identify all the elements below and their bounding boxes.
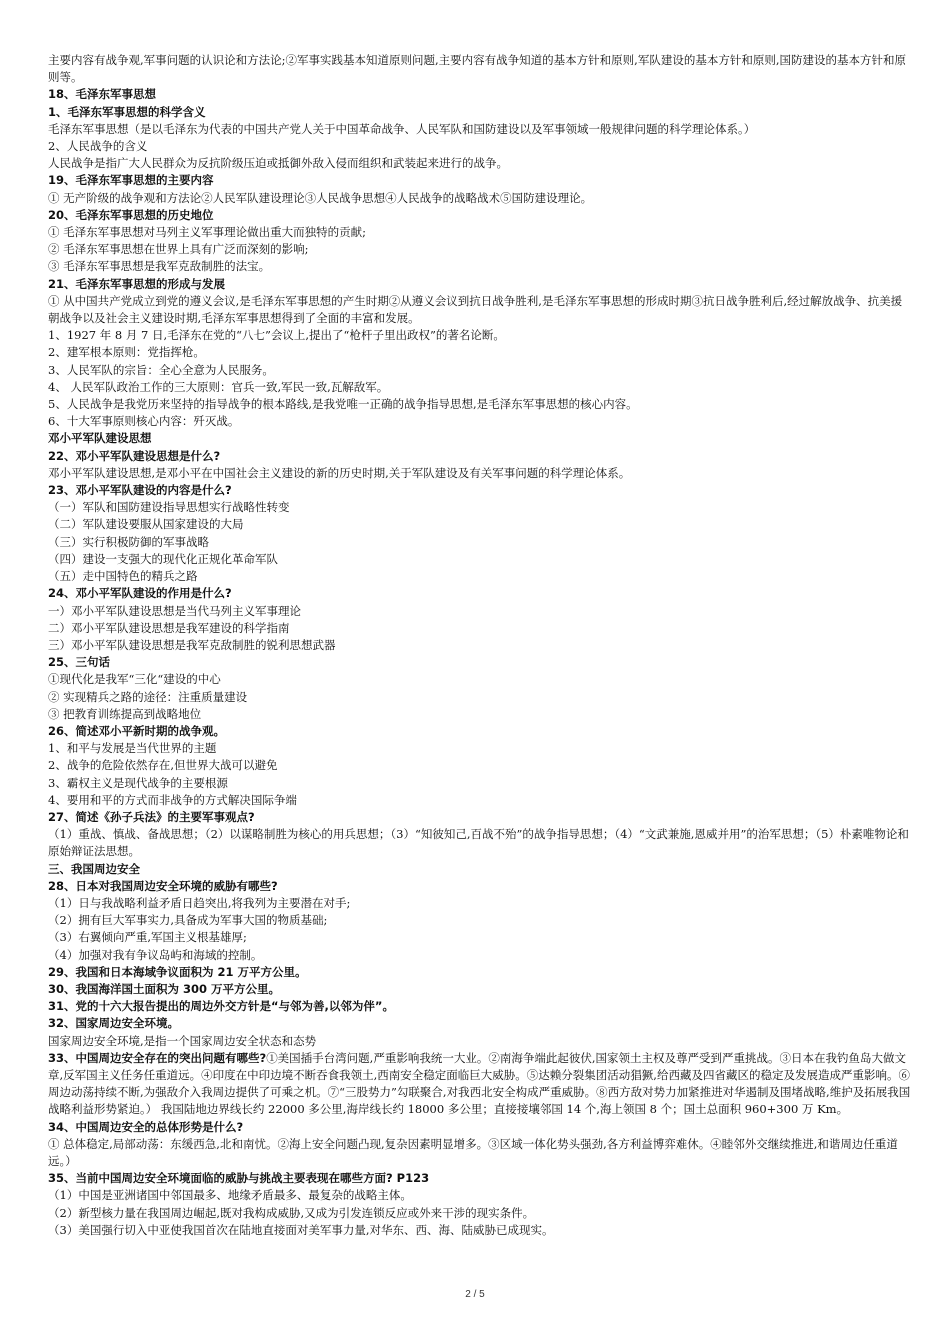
body-line: 2、人民战争的含义 xyxy=(48,139,148,154)
body-line: （五）走中国特色的精兵之路 xyxy=(48,569,198,584)
body-line: （1）中国是亚洲诸国中邻国最多、地缘矛盾最多、最复杂的战略主体。 xyxy=(48,1188,412,1203)
body-line: （2）新型核力量在我国周边崛起,既对我构成威胁,又成为引发连锁反应或外来干涉的现实条件。 xyxy=(48,1205,535,1220)
section-heading: 34、中国周边安全的总体形势是什么? xyxy=(48,1119,244,1134)
section-heading: 33、中国周边安全存在的突出问题有哪些? xyxy=(48,1050,267,1065)
body-line: 2、战争的危险依然存在,但世界大战可以避免 xyxy=(48,758,278,773)
body-line: 一）邓小平军队建设思想是当代马列主义军事理论 xyxy=(48,603,301,618)
body-line: 3、霸权主义是现代战争的主要根源 xyxy=(48,775,228,790)
body-line: ③ 毛泽东军事思想是我军克敌制胜的法宝。 xyxy=(48,259,271,274)
body-line: （1）重战、慎战、备战思想；（2）以谋略制胜为核心的用兵思想；（3）“知彼知己,百战不殆”的战争指导思想；（4）“文武兼施,恩威并用”的治军思想；（5）朴素唯物论和原始辩证法思想。 xyxy=(48,827,909,859)
body-line: 2、建军根本原则：党指挥枪。 xyxy=(48,345,205,360)
section-heading: 19、毛泽东军事思想的主要内容 xyxy=(48,173,214,188)
body-line: ① 毛泽东军事思想对马列主义军事理论做出重大而独特的贡献; xyxy=(48,225,367,240)
body-line: 国家周边安全环境,是指一个国家周边安全状态和态势 xyxy=(48,1033,317,1048)
body-line: ③ 把教育训练提高到战略地位 xyxy=(48,706,202,721)
body-line: 二）邓小平军队建设思想是我军建设的科学指南 xyxy=(48,620,290,635)
section-heading: 25、三句话 xyxy=(48,655,111,670)
body-line: （三）实行积极防御的军事战略 xyxy=(48,534,209,549)
section-heading: 32、国家周边安全环境。 xyxy=(48,1016,180,1031)
body-line: 3、人民军队的宗旨：全心全意为人民服务。 xyxy=(48,362,274,377)
section-heading: 30、我国海洋国土面积为 300 万平方公里。 xyxy=(48,981,281,996)
body-line: 1、和平与发展是当代世界的主题 xyxy=(48,741,217,756)
body-line: 三）邓小平军队建设思想是我军克敌制胜的锐利思想武器 xyxy=(48,637,336,652)
body-line: （2）拥有巨大军事实力,具备成为军事大国的物质基础; xyxy=(48,913,328,928)
section-heading: 23、邓小平军队建设的内容是什么? xyxy=(48,483,232,498)
body-line: 人民战争是指广大人民群众为反抗阶级压迫或抵御外敌入侵而组织和武装起来进行的战争。 xyxy=(48,156,508,171)
section-heading: 18、毛泽东军事思想 xyxy=(48,87,157,102)
body-line: ① 无产阶级的战争观和方法论②人民军队建设理论③人民战争思想④人民战争的战略战术⑤国防建设理论。 xyxy=(48,190,593,205)
body-line: （3）右翼倾向严重,军国主义根基雄厚; xyxy=(48,930,247,945)
page-number: 2 / 5 xyxy=(465,1289,485,1300)
body-line: （四）建设一支强大的现代化正规化革命军队 xyxy=(48,551,278,566)
section-heading: 21、毛泽东军事思想的形成与发展 xyxy=(48,276,226,291)
section-heading: 三、我国周边安全 xyxy=(48,861,140,876)
body-line: （一）军队和国防建设指导思想实行战略性转变 xyxy=(48,500,290,515)
body-text: ①美国插手台湾问题,严重影响我统一大业。②南海争端此起彼伏,国家领土主权及尊严受到严重挑战。③日本在我钓鱼岛大做文章,反军国主义任务任重道远。④印度在中印边境不断吞食我领土,西南安全稳定面临巨大威胁。⑤达赖分裂集团活动猖獗,给西藏及四省藏区的稳定及发展造成严重影响。⑥周边动荡持续不断,为强敌介入我周边提供了可乘之机。⑦“三股势力”勾联聚合,对我西北安全构成严重威胁。⑧西方敌对势力加紧推进对华遏制及围堵战略,维护及拓展我国战略利益形势紧迫。） 我国陆地边界线长约 22000 多公里,海岸线长约 18000 多公里；直接接壤邻国 14 个,海上领国 8 个；国土总面积 960+300 万 Km。 xyxy=(48,1050,911,1117)
section-heading: 29、我国和日本海域争议面积为 21 万平方公里。 xyxy=(48,964,307,979)
section-heading: 20、毛泽东军事思想的历史地位 xyxy=(48,207,214,222)
body-line: ② 毛泽东军事思想在世界上具有广泛而深刻的影响; xyxy=(48,242,309,257)
section-heading: 31、党的十六大报告提出的周边外交方针是“与邻为善,以邻为伴”。 xyxy=(48,999,394,1014)
body-line: 4、要用和平的方式而非战争的方式解决国际争端 xyxy=(48,792,297,807)
body-line: 主要内容有战争观,军事问题的认识论和方法论;②军事实践基本知道原则问题,主要内容有战争知道的基本方针和原则,军队建设的基本方针和原则,国防建设的基本方针和原则等。 xyxy=(48,53,906,85)
body-line: （1）日与我战略利益矛盾日趋突出,将我列为主要潜在对手; xyxy=(48,895,351,910)
body-line: 6、十大军事原则核心内容：歼灭战。 xyxy=(48,414,240,429)
section-heading: 1、毛泽东军事思想的科学含义 xyxy=(48,104,206,119)
body-line: 1、1927 年 8 月 7 日,毛泽东在党的“八七”会议上,提出了“枪杆子里出政权”的著名论断。 xyxy=(48,328,505,343)
section-heading: 35、当前中国周边安全环境面临的威胁与挑战主要表现在哪些方面? P123 xyxy=(48,1171,430,1186)
body-line: （4）加强对我有争议岛屿和海域的控制。 xyxy=(48,947,263,962)
body-line: 毛泽东军事思想（是以毛泽东为代表的中国共产党人关于中国革命战争、人民军队和国防建设以及军事领域一般规律问题的科学理论体系。） xyxy=(48,121,756,136)
body-line: ① 从中国共产党成立到党的遵义会议,是毛泽东军事思想的产生时期②从遵义会议到抗日战争胜利,是毛泽东军事思想的形成时期③抗日战争胜利后,经过解放战争、抗美援朝战争以及社会主义建设时期,毛泽东军事思想得到了全面的丰富和发展。 xyxy=(48,293,903,326)
section-heading: 24、邓小平军队建设的作用是什么? xyxy=(48,586,232,601)
body-line: ② 实现精兵之路的途径：注重质量建设 xyxy=(48,689,248,704)
body-line: 4、 人民军队政治工作的三大原则：官兵一致,军民一致,瓦解敌军。 xyxy=(48,379,389,394)
section-heading: 28、日本对我国周边安全环境的威胁有哪些? xyxy=(48,878,278,893)
section-heading: 26、简述邓小平新时期的战争观。 xyxy=(48,723,226,738)
section-heading: 27、简述《孙子兵法》的主要军事观点? xyxy=(48,809,255,824)
body-line: 5、人民战争是我党历来坚持的指导战争的根本路线,是我党唯一正确的战争指导思想,是毛泽东军事思想的核心内容。 xyxy=(48,397,638,412)
body-line: （二）军队建设要服从国家建设的大局 xyxy=(48,517,244,532)
body-line: （3）美国强行切入中亚使我国首次在陆地直接面对美军事力量,对华东、西、海、陆威胁已成现实。 xyxy=(48,1222,554,1237)
body-line: 邓小平军队建设思想,是邓小平在中国社会主义建设的新的历史时期,关于军队建设及有关军事问题的科学理论体系。 xyxy=(48,465,631,480)
body-line: ①现代化是我军“三化“建设的中心 xyxy=(48,672,221,687)
body-line: ① 总体稳定,局部动荡：东缓西急,北和南忧。②海上安全问题凸现,复杂因素明显增多。③区域一体化势头强劲,各方利益博弈难休。④睦邻外交继续推进,和谐周边任重道远。） xyxy=(48,1136,898,1168)
body-line xyxy=(48,1050,912,1119)
document-body xyxy=(48,52,912,1239)
section-heading: 22、邓小平军队建设思想是什么? xyxy=(48,448,221,463)
section-heading: 邓小平军队建设思想 xyxy=(48,431,152,446)
